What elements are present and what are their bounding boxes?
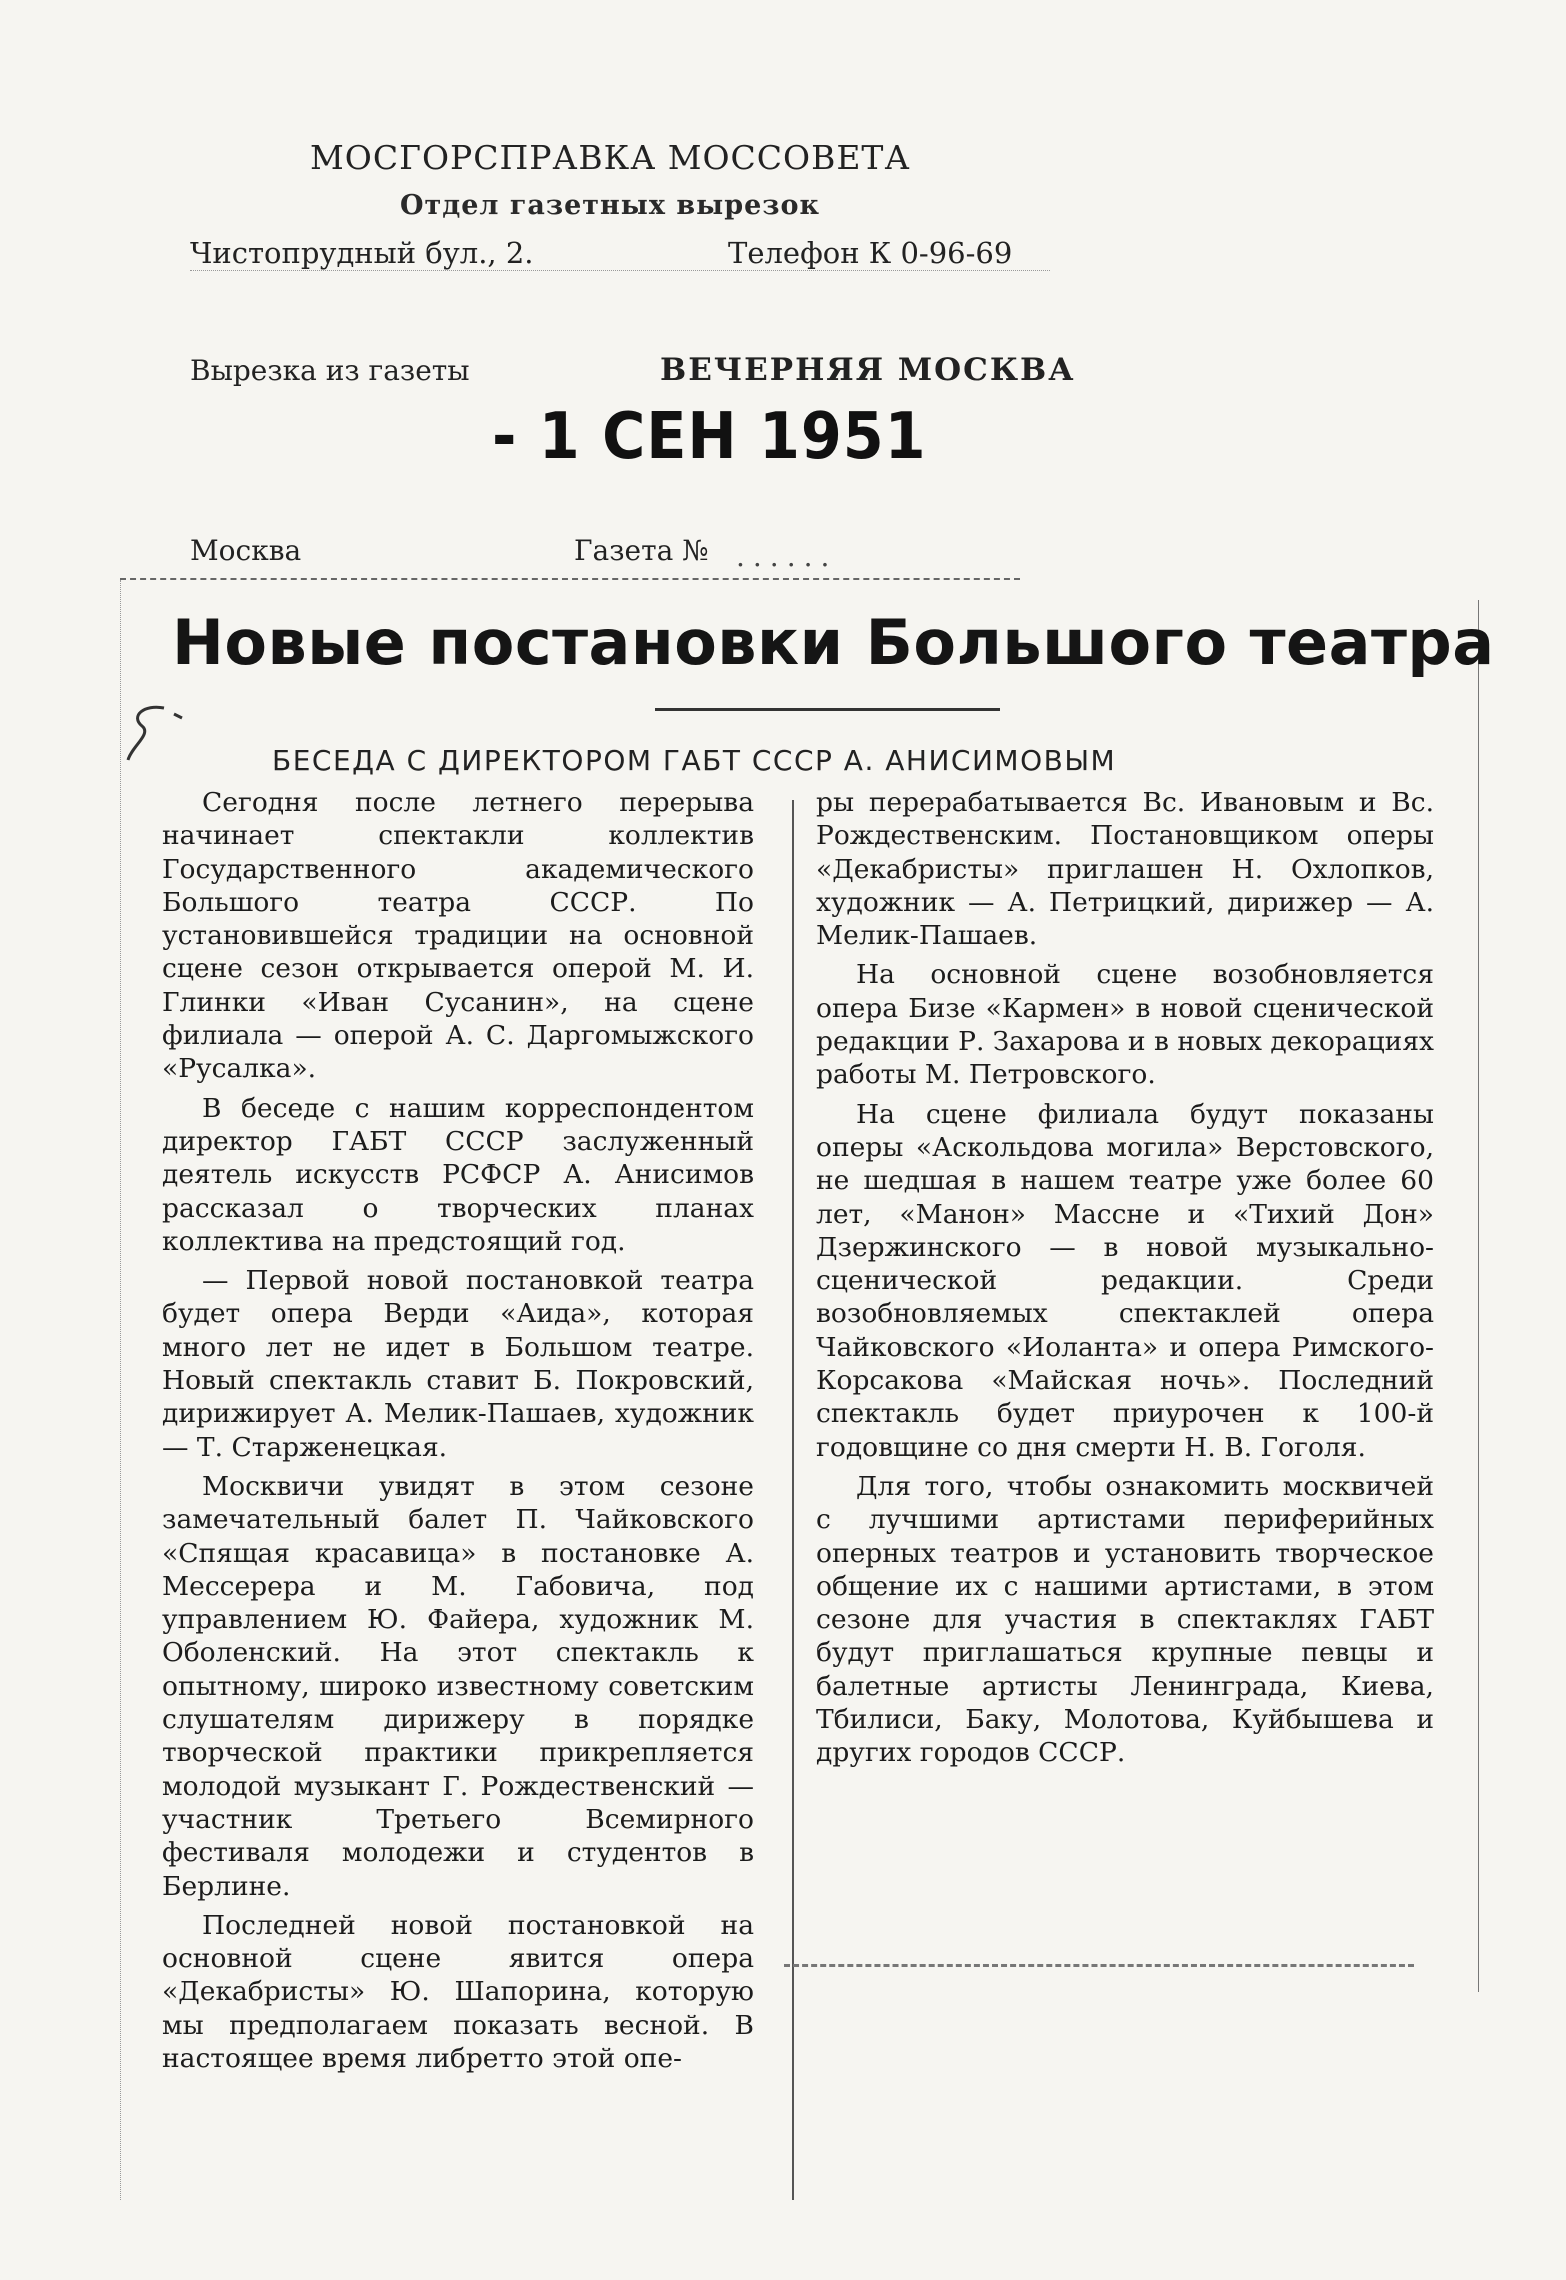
article-column-right bbox=[816, 786, 1434, 1776]
header-phone: Телефон К 0-96-69 bbox=[728, 236, 1013, 270]
clip-cut-line bbox=[120, 578, 1020, 580]
clip-label: Вырезка из газеты bbox=[190, 354, 470, 387]
article-column-left bbox=[162, 786, 754, 2081]
header-dept: Отдел газетных вырезок bbox=[400, 190, 820, 221]
newspaper-name: ВЕЧЕРНЯЯ МОСКВА bbox=[660, 352, 1076, 388]
article-subhead: БЕСЕДА С ДИРЕКТОРОМ ГАБТ СССР А. АНИСИМОВЫМ bbox=[272, 744, 1117, 777]
paragraph: Москвичи увидят в этом сезоне замечательный балет П. Чайковского «Спящая красавица» в постановке А. Мессерера и М. Габовича, под управлением Ю. Файера, художник М. Оболенский. На этот спектакль к опытному, широко известному советским слушателям дирижеру в порядке творческой практики прикрепляется молодой музыкант Г. Рождественский — участник Третьего Всемирного фестиваля молодежи и студентов в Берлине. bbox=[162, 1470, 754, 1902]
column-divider bbox=[792, 800, 794, 2200]
city: Москва bbox=[190, 534, 302, 567]
clip-right-edge bbox=[1478, 600, 1479, 1992]
article-headline: Новые постановки Большого театра bbox=[172, 606, 1495, 679]
pencil-mark-icon bbox=[124, 702, 184, 772]
date-stamp: - 1 СЕН 1951 bbox=[492, 400, 927, 474]
paragraph: Последней новой постановкой на основной сцене явится опера «Декабристы» Ю. Шапорина, которую мы предполагаем показать весной. В настоящее время либретто этой опе- bbox=[162, 1909, 754, 2074]
gazeta-number-blank: ...... bbox=[736, 540, 838, 573]
paragraph: На сцене филиала будут показаны оперы «Аскольдова могила» Верстовского, не шедшая в нашем театре уже более 60 лет, «Манон» Массне и «Тихий Дон» Дзержинского — в новой музыкально-сценической редакции. Среди возобновляемых спектаклей опера Чайковского «Иоланта» и опера Римского-Корсакова «Майская ночь». Последний спектакль будет приурочен к 100-й годовщине со дня смерти Н. В. Гоголя. bbox=[816, 1098, 1434, 1463]
paragraph: В беседе с нашим корреспондентом директор ГАБТ СССР заслуженный деятель искусств РСФСР А. Анисимов рассказал о творческих планах коллектива на предстоящий год. bbox=[162, 1092, 754, 1257]
gazeta-number-label: Газета № bbox=[574, 534, 709, 567]
header-org: МОСГОРСПРАВКА МОССОВЕТА bbox=[310, 138, 911, 177]
article-end-rule bbox=[784, 1964, 1414, 1967]
paragraph: — Первой новой постановкой театра будет опера Верди «Аида», которая много лет не идет в Большом театре. Новый спектакль ставит Б. Покровский, дирижирует А. Мелик-Пашаев, художник — Т. Старженецкая. bbox=[162, 1265, 754, 1463]
paragraph: Сегодня после летнего перерыва начинает спектакли коллектив Государственного академического Большого театра СССР. По установившейся традиции на основной сцене сезон открывается оперой М. И. Глинки «Иван Сусанин», на сцене филиала — оперой А. С. Даргомыжского «Русалка». bbox=[162, 787, 754, 1085]
headline-rule bbox=[655, 708, 1000, 711]
header-divider bbox=[190, 270, 1050, 271]
header-address: Чистопрудный бул., 2. bbox=[190, 236, 534, 270]
paragraph: Для того, чтобы ознакомить москвичей с лучшими артистами периферийных оперных театров и установить творческое общение их с нашими артистами, в этом сезоне для участия в спектаклях ГАБТ будут приглашаться крупные певцы и балетные артисты Ленинграда, Киева, Тбилиси, Баку, Молотова, Куйбышева и других городов СССР. bbox=[816, 1470, 1434, 1769]
paragraph: На основной сцене возобновляется опера Бизе «Кармен» в новой сценической редакции Р. Захарова и в новых декорациях работы М. Петровского. bbox=[816, 959, 1434, 1091]
paragraph: ры перерабатывается Вс. Ивановым и Вс. Рождественским. Постановщиком оперы «Декабристы» приглашен Н. Охлопков, художник — А. Петрицкий, дирижер — А. Мелик-Пашаев. bbox=[816, 787, 1434, 952]
clip-left-edge bbox=[120, 580, 121, 2200]
